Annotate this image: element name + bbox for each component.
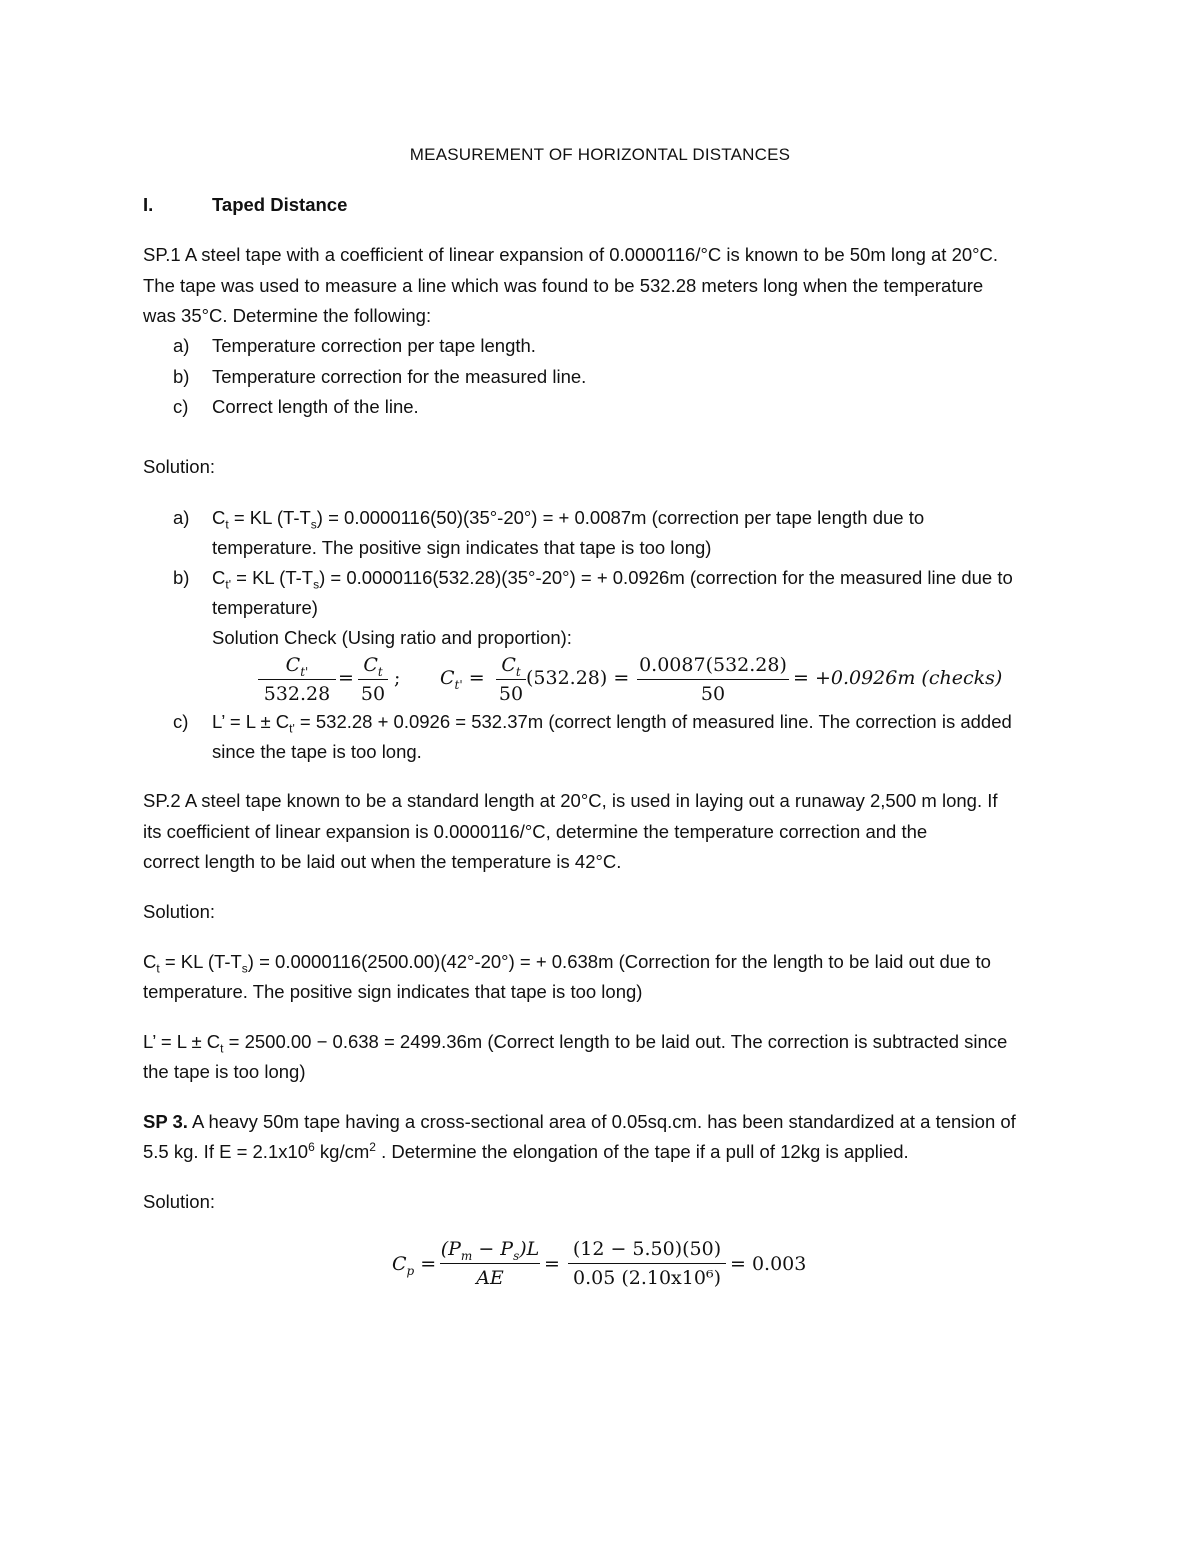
check-lhs: $C_{t'}$ = xyxy=(440,667,485,692)
sp1-item-c-text: Correct length of the line. xyxy=(212,396,419,417)
sol-c-line2: since the tape is too long. xyxy=(212,741,422,762)
check-fraction-4: 0.0087(532.28) 50 xyxy=(637,652,789,707)
sp2-eq2-line2: the tape is too long) xyxy=(143,1061,306,1082)
check-fraction-1: $C_{t'}$ 532.28 xyxy=(258,652,336,707)
sp1-item-a-text: Temperature correction per tape length. xyxy=(212,335,536,356)
sp3-solution-label: Solution: xyxy=(143,1191,215,1212)
sp2-eq1: $C_t$ = KL $(T-T_s) = 0.0000116(2500.00)(42^\circ-20^\circ)$ = + 0.638m (Correction for the length to be laid out due to xyxy=(143,951,991,976)
sp2-eq2: L’ = $L \pm C_t = 2500.00 - 0.638 = 2499.36m$ (Correct length to be laid out. The correction is subtracted since xyxy=(143,1031,1008,1056)
check-equation: $C_{t'}$ 532.28 = $C_t$ 50 ; $C_{t'}$ = $C_t$ 50 (532.28) = 0.0087(532.28) 50 = +0.0926m (checks) xyxy=(0,652,1200,712)
sp1-item-a-label: a) xyxy=(173,335,190,356)
section-heading: Taped Distance xyxy=(212,194,348,215)
sp3-result: = 0.003 xyxy=(730,1253,807,1275)
sol-a-label: a) xyxy=(173,507,190,528)
sol-c-equation: L’ = $L \pm C_{t'} = 532.28 + 0.0926 = 532.37m$ (correct length of measured line. The correction is added xyxy=(212,711,1012,736)
sp2-line3: correct length to be laid out when the temperature is 42°C. xyxy=(143,851,622,872)
sp3-line1: SP 3. A heavy 50m tape having a cross-sectional area of 0.05sq.cm. has been standardized at a tension of xyxy=(143,1111,1016,1132)
sp1-item-b-text: Temperature correction for the measured line. xyxy=(212,366,587,387)
section-number: I. xyxy=(143,194,154,215)
check-fraction-3: $C_t$ 50 xyxy=(496,652,526,707)
sp2-line1: SP.2 A steel tape known to be a standard length at 20°C, is used in laying out a runaway 2,500 m long. If xyxy=(143,790,998,811)
sp3-fraction-1: $(P_m - P_s)L$ AE xyxy=(440,1238,540,1289)
sol-b-equation: $C_{t'}$ = KL $(T-T_s) = 0.0000116(532.28)(35^\circ-20^\circ)$ = + 0.0926m (correction for the measured line due to xyxy=(212,567,1013,592)
sol-b-label: b) xyxy=(173,567,190,588)
sol-a-line2: temperature. The positive sign indicates that tape is too long) xyxy=(212,537,712,558)
sp2-line2: its coefficient of linear expansion is 0.0000116/°C, determine the temperature correction and the xyxy=(143,821,928,842)
sol-c-label: c) xyxy=(173,711,189,732)
sp1-solution-label: Solution: xyxy=(143,456,215,477)
sp3-lhs: $C_p$ = xyxy=(392,1253,437,1278)
sp3-fraction-2: (12 − 5.50)(50) 0.05 (2.10x10⁶) xyxy=(568,1236,726,1291)
sp1-item-c-label: c) xyxy=(173,396,189,417)
sol-b-check-label: Solution Check (Using ratio and proportion): xyxy=(212,627,572,648)
page-title: MEASUREMENT OF HORIZONTAL DISTANCES xyxy=(409,145,791,164)
sp1-line3: was 35°C. Determine the following: xyxy=(143,305,432,326)
sp3-line2: 5.5 kg. If $E = 2.1x10^6$ $kg/cm^2$ . Determine the elongation of the tape if a pull of 12kg is applied. xyxy=(143,1139,909,1162)
sp3-equation: $C_p$ = $(P_m - P_s)L$ AE = (12 − 5.50)(50) 0.05 (2.10x10⁶) = 0.003 xyxy=(392,1238,807,1289)
sol-a-equation: $C_t$ = KL $(T-T_s) = 0.0000116(50)(35^\circ-20^\circ)$ = + 0.0087m (correction per tape length due to xyxy=(212,507,925,532)
sp2-solution-label: Solution: xyxy=(143,901,215,922)
sol-b-line2: temperature) xyxy=(212,597,318,618)
sp1-line2: The tape was used to measure a line which was found to be 532.28 meters long when the temperature xyxy=(143,275,984,296)
sp1-item-b-label: b) xyxy=(173,366,190,387)
sp1-line1: SP.1 A steel tape with a coefficient of linear expansion of 0.0000116/°C is known to be 50m long at 20°C. xyxy=(143,244,999,265)
check-fraction-2: $C_t$ 50 xyxy=(358,652,388,707)
check-result: = +0.0926m (checks) xyxy=(793,667,1003,689)
sp2-eq1-line2: temperature. The positive sign indicates that tape is too long) xyxy=(143,981,643,1002)
